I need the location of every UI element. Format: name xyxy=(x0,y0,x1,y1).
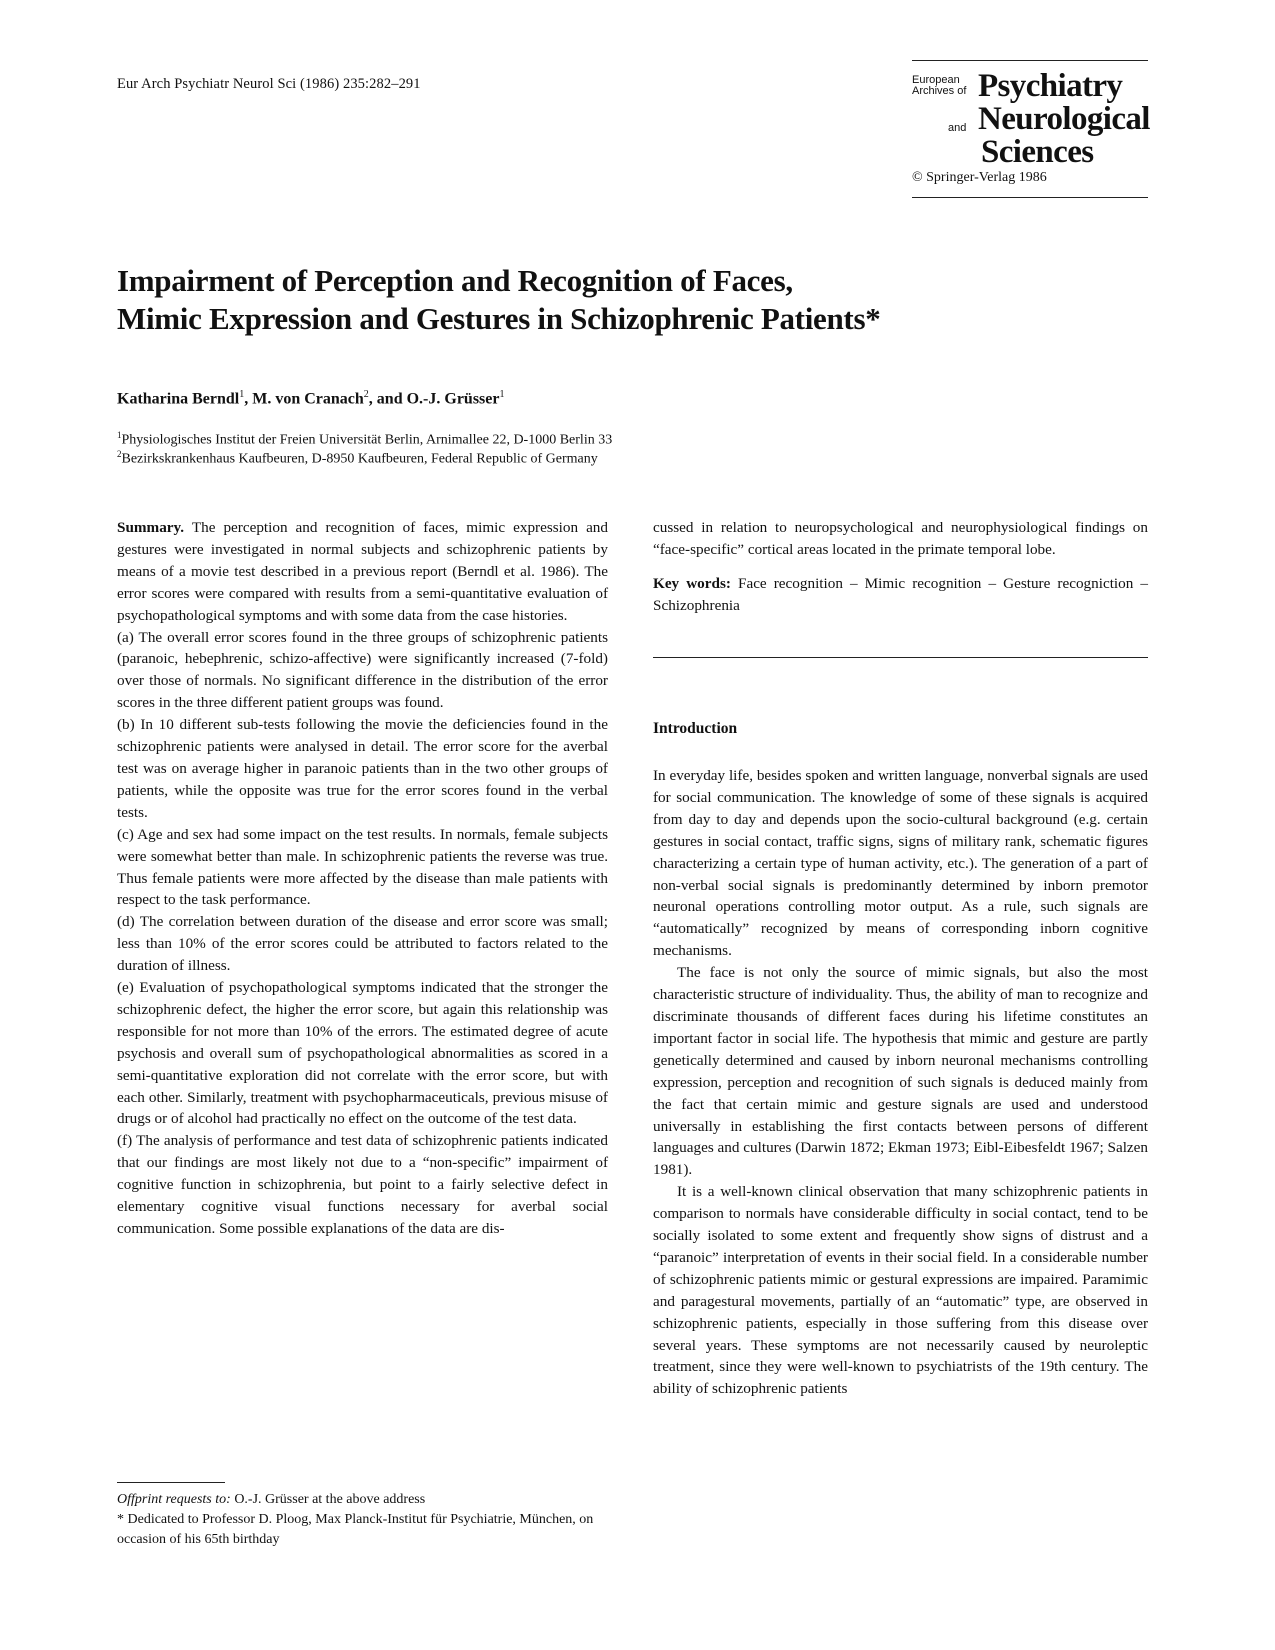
author-von-cranach-affil: 2 xyxy=(363,389,369,400)
offprint-footnote xyxy=(117,1490,608,1510)
journal-logo-and: and xyxy=(948,122,967,134)
paper-title xyxy=(117,262,1137,338)
author-separator: , xyxy=(244,390,253,408)
author-list xyxy=(117,389,504,408)
keywords-text: Face recognition – Mimic recognition – Gesture recogniction – Schizophrenia xyxy=(653,574,1148,614)
paper-title-line-1: Impairment of Perception and Recognition of Faces, xyxy=(117,263,793,298)
affiliation-1-text: Physiologisches Institut der Freien Universität Berlin, Arnimallee 22, D-1000 Berlin 33 xyxy=(121,432,613,448)
summary-point-b: (b) In 10 different sub-tests following the movie the deficiencies found in the schizophrenic patients were analysed in detail. The error score for the averbal test was on average higher in paranoic patients than in the two other groups of patients, while the opposite was true for the error scores found in the verbal tests. xyxy=(117,716,608,821)
paper-title-line-2: Mimic Expression and Gestures in Schizophrenic Patients* xyxy=(117,301,881,336)
summary-continuation-column xyxy=(653,517,1148,617)
author-grusser-affil: 1 xyxy=(499,389,505,400)
introduction-paragraph-3: It is a well-known clinical observation that many schizophrenic patients in comparison to normals have considerable difficulty in social contact, tend to be socially isolated to some extent and frequently show signs of distrust and a “paranoic” interpretation of events in their social field. In a considerable number of schizophrenic patients mimic or gestural expressions are impaired. Paramimic and paragestural movements, partially of an “automatic” type, are observed in schizophrenic patients, especially in those suffering from this disease over several years. These symptoms are not necessarily caused by neuroleptic treatment, since they were well-known to psychiatrists of the 19th century. The ability of schizophrenic patients xyxy=(653,1183,1148,1398)
introduction-heading: Introduction xyxy=(653,720,738,737)
author-berndl: Katharina Berndl xyxy=(117,390,240,408)
journal-logo-archives: Archives of xyxy=(912,85,967,97)
introduction-paragraph-2: The face is not only the source of mimic signals, but also the most characteristic structure of individuality. Thus, the ability of man to recognize and discriminate thousands of different faces during his lifetime constitutes an important factor in social life. The hypothesis that mimic and gesture are partly genetically determined and caused by inborn neuronal mechanisms controlling expression, perception and recognition of such signals is deduced mainly from the fact that certain mimic and gesture signals are used and understood universally in establishing the first contacts between persons of different languages and cultures (Darwin 1872; Ekman 1973; Eibl-Eibesfeldt 1967; Salzen 1981). xyxy=(653,964,1148,1179)
section-separator-rule xyxy=(653,657,1148,658)
author-von-cranach: M. von Cranach xyxy=(252,390,364,408)
author-berndl-affil: 1 xyxy=(239,389,245,400)
summary-point-a: (a) The overall error scores found in the three groups of schizophrenic patients (paranoic, hebephrenic, schizo-affective) were significantly increased (7-fold) over those of normals. No significant difference in the distribution of the error scores in the three different patient groups was found. xyxy=(117,628,608,712)
summary-point-f-continued: cussed in relation to neuropsychological and neurophysiological findings on “face-specific” cortical areas located in the primate temporal lobe. xyxy=(653,519,1148,558)
offprint-text: O.-J. Grüsser at the above address xyxy=(230,1492,426,1507)
summary-point-d: (d) The correlation between duration of the disease and error score was small; less than 10% of the error scores could be attributed to factors related to the duration of illness. xyxy=(117,913,608,975)
summary-label: Summary. xyxy=(117,519,185,536)
offprint-label: Offprint requests to: xyxy=(117,1492,231,1507)
affiliation-2-marker: 2 xyxy=(117,449,122,459)
author-separator: , and xyxy=(368,390,407,408)
journal-logo-sciences: Sciences xyxy=(981,134,1094,170)
affiliation-1-marker: 1 xyxy=(117,430,122,440)
keywords-label: Key words: xyxy=(653,574,731,592)
journal-top-rule xyxy=(912,60,1148,61)
footnote-rule xyxy=(117,1482,225,1483)
summary-point-c: (c) Age and sex had some impact on the test results. In normals, female subjects were somewhat better than male. In schizophrenic patients the reverse was true. Thus female patients were more affected by the disease than male patients with respect to the task performance. xyxy=(117,825,608,909)
introduction-paragraph-1: In everyday life, besides spoken and written language, nonverbal signals are used for social communication. The knowledge of some of these signals is acquired from day to day and depends upon the socio-cultural background (e.g. certain gestures in social contact, traffic signs, signs of military rank, schematic figures characterizing a certain type of human activity, etc.). The generation of a part of non-verbal social signals is predominantly determined by inborn premotor neuronal operations controlling motor output. As a rule, such signals are “automatically” recognized by means of corresponding inborn cognitive mechanisms. xyxy=(653,767,1148,960)
summary-intro xyxy=(117,517,608,627)
affiliation-2-text: Bezirkskrankenhaus Kaufbeuren, D-8950 Kaufbeuren, Federal Republic of Germany xyxy=(121,451,598,467)
journal-copyright: © Springer-Verlag 1986 xyxy=(912,170,1047,185)
introduction-body xyxy=(653,765,1148,1400)
summary-intro-text: The perception and recognition of faces, mimic expression and gestures were investigated in normal subjects and schizophrenic patients by means of a movie test described in a previous report (Berndl et al. 1986). The error scores were compared with results from a semi-quantitative evaluation of psychopathological symptoms and with some data from the case histories. xyxy=(117,519,608,624)
journal-bottom-rule xyxy=(912,197,1148,198)
summary-column xyxy=(117,517,608,1240)
footnotes xyxy=(117,1490,608,1550)
dedication-footnote: * Dedicated to Professor D. Ploog, Max Planck-Institut für Psychiatrie, München, on occasion of his 65th birthday xyxy=(117,1512,594,1547)
summary-point-f: (f) The analysis of performance and test data of schizophrenic patients indicated that our findings are most likely not due to a “non-specific” impairment of cognitive function in schizophrenia, but point to a fairly selective defect in elementary cognitive visual functions necessary for averbal social communication. Some possible explanations of the data are dis- xyxy=(117,1132,608,1237)
keywords xyxy=(653,573,1148,617)
journal-citation: Eur Arch Psychiatr Neurol Sci (1986) 235:282–291 xyxy=(117,76,421,92)
journal-logo-neurological: Neurological xyxy=(978,101,1150,137)
journal-logo-psychiatry: Psychiatry xyxy=(978,68,1123,104)
summary-point-e: (e) Evaluation of psychopathological symptoms indicated that the stronger the schizophrenic defect, the higher the error score, but again this relationship was responsible for not more than 10% of the errors. The estimated degree of acute psychosis and overall sum of psychopathological abnormalities as scored in a semi-quantitative exploration did not correlate with the error score, but with each other. Similarly, treatment with psychopharmaceuticals, previous misuse of drugs or of alcohol had practically no effect on the outcome of the test data. xyxy=(117,979,608,1128)
journal-logo-european: European xyxy=(912,74,960,86)
affiliation-2 xyxy=(117,445,598,469)
author-grusser: O.-J. Grüsser xyxy=(406,390,500,408)
